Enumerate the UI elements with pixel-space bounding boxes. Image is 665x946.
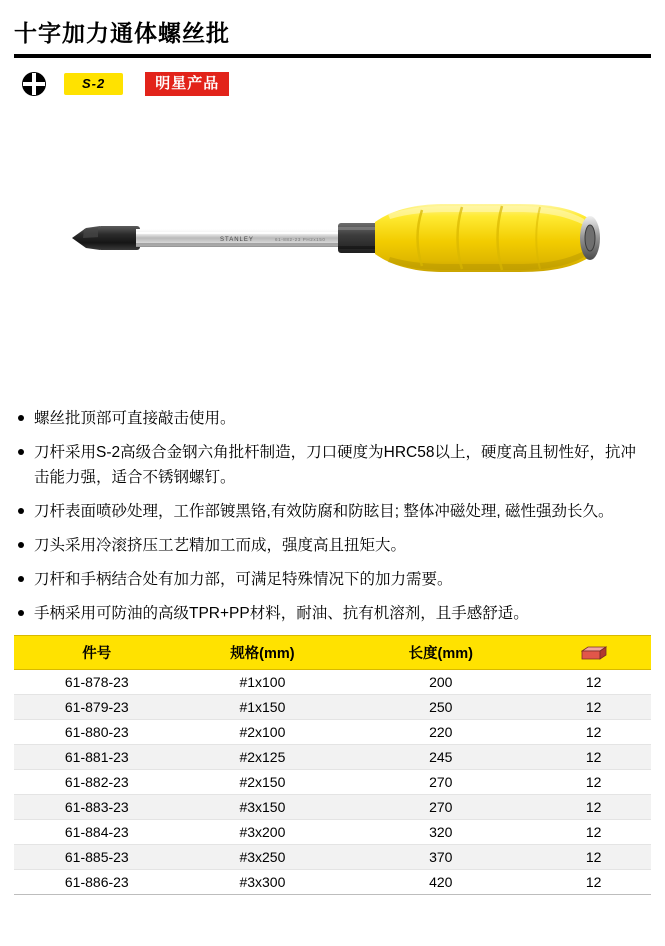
cell-length: 320 xyxy=(345,820,536,845)
cell-packaging: 12 xyxy=(536,845,651,870)
table-body xyxy=(14,670,651,895)
list-item: 刀杆采用S-2高级合金钢六角批杆制造，刀口硬度为HRC58以上，硬度高且韧性好，抗冲击能力强，适合不锈钢螺钉。 xyxy=(14,440,651,490)
specification-table xyxy=(14,635,651,895)
cell-part-number: 61-883-23 xyxy=(14,795,180,820)
cell-packaging: 12 xyxy=(536,820,651,845)
cell-packaging: 12 xyxy=(536,720,651,745)
cell-part-number: 61-882-23 xyxy=(14,770,180,795)
cell-length: 245 xyxy=(345,745,536,770)
cell-part-number: 61-884-23 xyxy=(14,820,180,845)
material-badge: S-2 xyxy=(64,73,123,95)
table-row xyxy=(14,720,651,745)
list-item: 刀头采用冷滚挤压工艺精加工而成，强度高且扭矩大。 xyxy=(14,533,651,558)
svg-text:61-882-23 PH2x150: 61-882-23 PH2x150 xyxy=(275,237,326,242)
cell-part-number: 61-880-23 xyxy=(14,720,180,745)
page-title: 十字加力通体螺丝批 xyxy=(14,20,230,46)
cell-length: 270 xyxy=(345,770,536,795)
cell-size: #2x125 xyxy=(180,745,346,770)
cell-part-number: 61-885-23 xyxy=(14,845,180,870)
cell-size: #2x100 xyxy=(180,720,346,745)
cell-size: #2x150 xyxy=(180,770,346,795)
cell-part-number: 61-879-23 xyxy=(14,695,180,720)
list-item: 刀杆和手柄结合处有加力部，可满足特殊情况下的加力需要。 xyxy=(14,567,651,592)
product-image xyxy=(70,198,600,278)
cell-size: #3x250 xyxy=(180,845,346,870)
phillips-head-icon xyxy=(22,72,46,96)
badge-row xyxy=(14,72,651,96)
star-product-badge: 明星产品 xyxy=(145,72,229,96)
table-row xyxy=(14,695,651,720)
list-item: 手柄采用可防油的高级TPR+PP材料，耐油、抗有机溶剂，且手感舒适。 xyxy=(14,601,651,626)
svg-text:STANLEY: STANLEY xyxy=(220,237,254,243)
cell-packaging: 12 xyxy=(536,745,651,770)
product-image-area xyxy=(14,100,651,400)
cell-part-number: 61-878-23 xyxy=(14,670,180,695)
feature-list xyxy=(14,406,651,626)
cell-packaging: 12 xyxy=(536,695,651,720)
table-row xyxy=(14,845,651,870)
cell-packaging: 12 xyxy=(536,870,651,895)
table-header xyxy=(14,636,651,670)
table-row xyxy=(14,820,651,845)
cell-packaging: 12 xyxy=(536,770,651,795)
product-datasheet-page xyxy=(0,18,665,946)
column-header-packaging xyxy=(536,636,651,670)
table-row xyxy=(14,670,651,695)
table-row xyxy=(14,795,651,820)
cell-size: #1x100 xyxy=(180,670,346,695)
column-header-size: 规格(mm) xyxy=(180,636,346,670)
column-header-part-number: 件号 xyxy=(14,636,180,670)
cell-packaging: 12 xyxy=(536,795,651,820)
table-header-row xyxy=(14,636,651,670)
list-item: 螺丝批顶部可直接敲击使用。 xyxy=(14,406,651,431)
table-row xyxy=(14,745,651,770)
table-row xyxy=(14,770,651,795)
box-icon xyxy=(581,646,607,660)
table-row xyxy=(14,870,651,895)
cell-size: #1x150 xyxy=(180,695,346,720)
column-header-length: 长度(mm) xyxy=(345,636,536,670)
cell-length: 200 xyxy=(345,670,536,695)
cell-packaging: 12 xyxy=(536,670,651,695)
cell-length: 220 xyxy=(345,720,536,745)
cell-part-number: 61-881-23 xyxy=(14,745,180,770)
cell-size: #3x300 xyxy=(180,870,346,895)
cell-length: 270 xyxy=(345,795,536,820)
cell-size: #3x200 xyxy=(180,820,346,845)
cell-length: 420 xyxy=(345,870,536,895)
list-item: 刀杆表面喷砂处理，工作部镀黑铬,有效防腐和防眩目; 整体冲磁处理, 磁性强劲长久。 xyxy=(14,499,651,524)
cell-size: #3x150 xyxy=(180,795,346,820)
cell-length: 250 xyxy=(345,695,536,720)
page-title-bar xyxy=(14,18,651,58)
cell-part-number: 61-886-23 xyxy=(14,870,180,895)
cell-length: 370 xyxy=(345,845,536,870)
